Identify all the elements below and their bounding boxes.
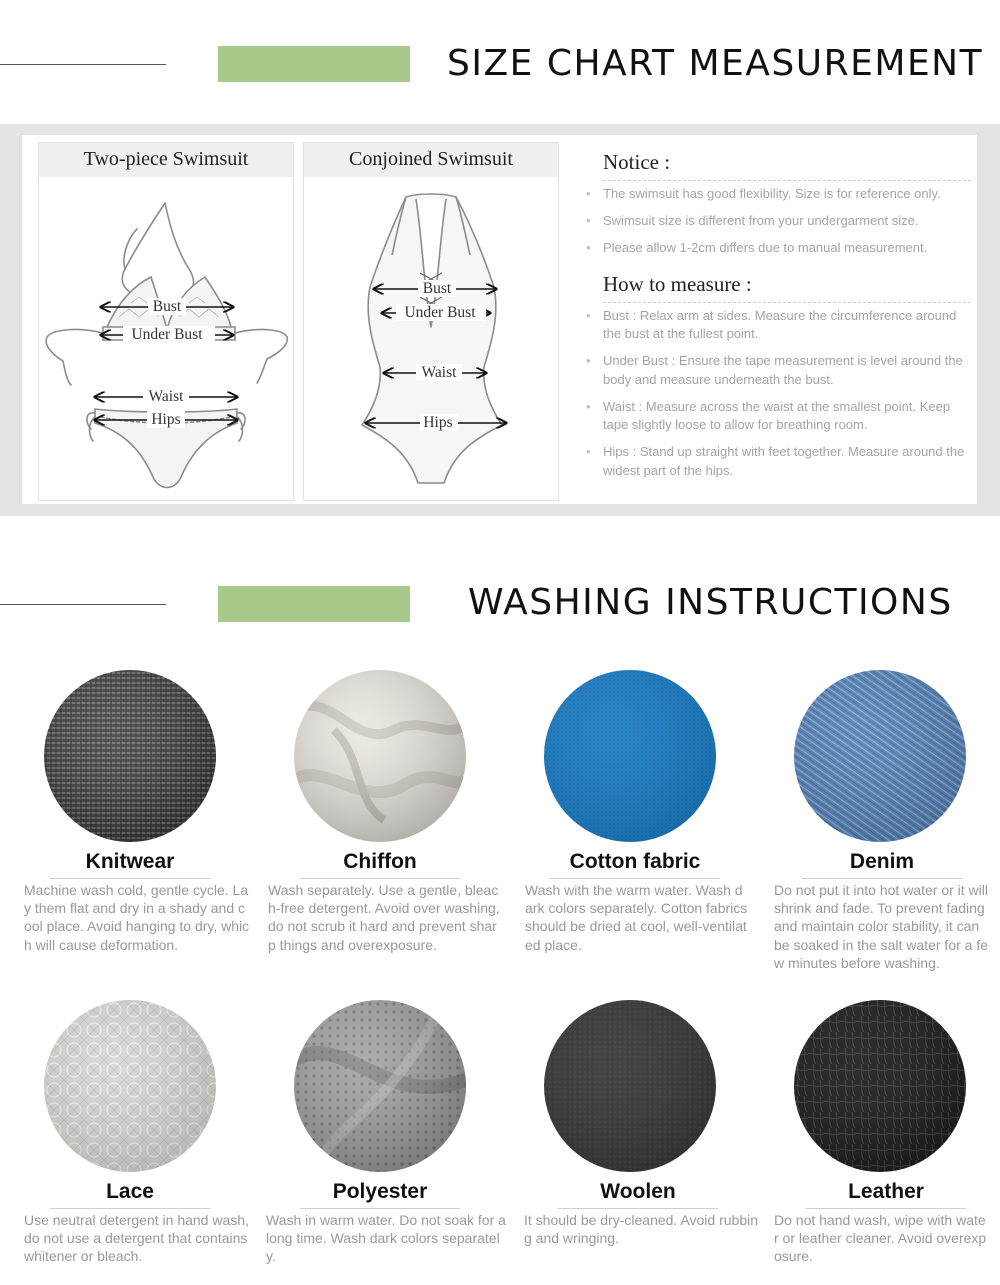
- how-to-measure-list: [586, 307, 971, 481]
- header-left-rule: [0, 64, 166, 65]
- fabric-name: Woolen: [558, 1180, 718, 1209]
- header-left-rule: [0, 604, 166, 605]
- two-piece-bust-label: Bust: [152, 298, 182, 315]
- leather-swatch: [794, 1000, 966, 1172]
- how-to-measure-heading: How to measure :: [603, 272, 971, 303]
- notice-item: • Please allow 1-2cm differs due to manual measurement.: [586, 239, 971, 258]
- section-title-washing: WASHING INSTRUCTIONS: [468, 582, 953, 623]
- conjoined-illustration: [304, 177, 558, 499]
- two-piece-diagram: [38, 142, 294, 501]
- measure-item-under-bust: • Under Bust : Ensure the tape measurement is level around the body and measure underneath the bust.: [586, 352, 971, 389]
- measure-item-hips: • Hips : Stand up straight with feet together. Measure around the widest part of the hips.: [586, 443, 971, 480]
- chiffon-swatch: [294, 670, 466, 842]
- two-piece-heading: Two-piece Swimsuit: [39, 143, 293, 177]
- fabric-description: Do not hand wash, wipe with water or leather cleaner. Avoid overexposure.: [774, 1212, 987, 1265]
- fabric-description: Do not put it into hot water or it will shrink and fade. To prevent fading and maintain color stability, it can be soaked in the salt water for a few minutes before washing.: [774, 882, 989, 971]
- fabric-description: Wash in warm water. Do not soak for a long time. Wash dark colors separately.: [266, 1212, 506, 1265]
- two-piece-waist-label: Waist: [148, 388, 184, 405]
- fabric-name: Chiffon: [300, 850, 460, 879]
- notice-list: [586, 185, 971, 258]
- conjoined-waist-label: Waist: [421, 364, 457, 381]
- conjoined-under-bust-label: Under Bust: [404, 304, 476, 321]
- polyester-swatch: [294, 1000, 466, 1172]
- measure-item-bust: • Bust : Relax arm at sides. Measure the circumference around the bust at the fullest point.: [586, 307, 971, 344]
- fabric-name: Polyester: [300, 1180, 460, 1209]
- woolen-swatch: [544, 1000, 716, 1172]
- lace-swatch: [44, 1000, 216, 1172]
- conjoined-diagram: [303, 142, 559, 501]
- conjoined-heading: Conjoined Swimsuit: [304, 143, 558, 177]
- section-title-size-chart: SIZE CHART MEASUREMENT: [447, 43, 984, 84]
- fabric-name: Cotton fabric: [550, 850, 720, 879]
- notice-item: • Swimsuit size is different from your undergarment size.: [586, 212, 971, 231]
- size-notes: [586, 150, 971, 489]
- fabric-name: Denim: [802, 850, 962, 879]
- fabric-description: Use neutral detergent in hand wash, do not use a detergent that contains whitener or bleach.: [24, 1212, 249, 1265]
- fabric-name: Knitwear: [50, 850, 210, 879]
- two-piece-hips-label: Hips: [151, 411, 181, 428]
- two-piece-illustration: [39, 177, 293, 499]
- fabric-name: Leather: [806, 1180, 966, 1209]
- conjoined-bust-label: Bust: [422, 280, 452, 297]
- fabric-description: Machine wash cold, gentle cycle. Lay them flat and dry in a shady and cool place. Avoid hanging to dry, which will cause deformation.: [24, 882, 250, 953]
- knitwear-swatch: [44, 670, 216, 842]
- measure-item-waist: • Waist : Measure across the waist at the smallest point. Keep tape slightly loose to allow for breathing room.: [586, 398, 971, 435]
- fabric-name: Lace: [50, 1180, 210, 1209]
- conjoined-hips-label: Hips: [423, 414, 453, 431]
- notice-heading: Notice :: [603, 150, 971, 181]
- cotton-swatch: [544, 670, 716, 842]
- fabric-description: It should be dry-cleaned. Avoid rubbing and wringing.: [524, 1212, 759, 1247]
- fabric-description: Wash with the warm water. Wash dark colors separately. Cotton fabrics should be dried at cool, well-ventilated place.: [525, 882, 748, 953]
- fabric-description: Wash separately. Use a gentle, bleach-free detergent. Avoid over washing, do not scrub it hard and prevent sharp things and overexposure.: [268, 882, 500, 953]
- denim-swatch: [794, 670, 966, 842]
- two-piece-under-bust-label: Under Bust: [131, 326, 203, 343]
- notice-item: • The swimsuit has good flexibility. Size is for reference only.: [586, 185, 971, 204]
- header-accent-bar: [218, 586, 410, 622]
- header-accent-bar: [218, 46, 410, 82]
